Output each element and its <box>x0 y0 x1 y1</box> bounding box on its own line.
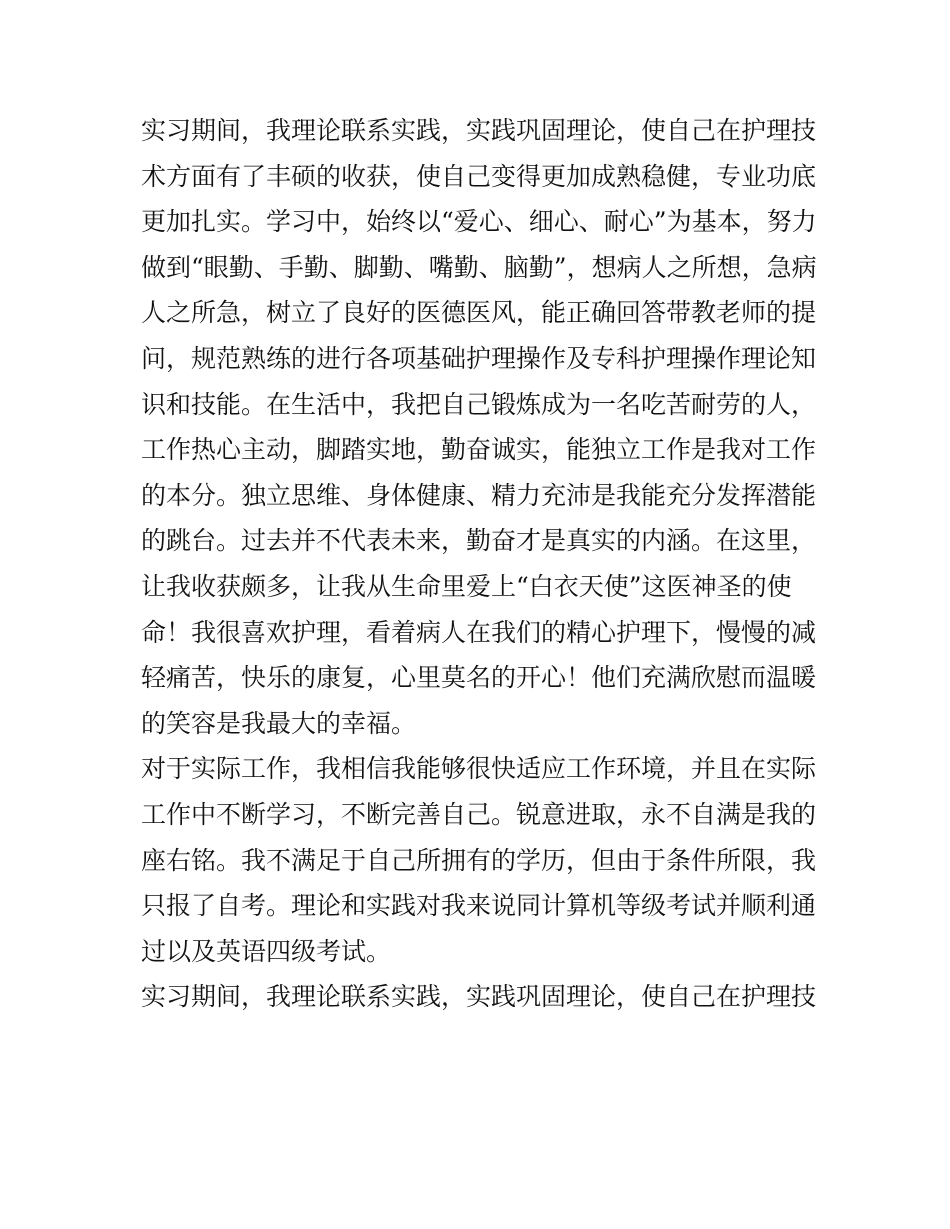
text-line: 做到“眼勤、手勤、脚勤、嘴勤、脑勤”，想病人之所想，急病 <box>141 252 817 282</box>
text-line: 的笑容是我最大的幸福。 <box>141 708 417 738</box>
document-body <box>141 108 821 1020</box>
text-line: 只报了自考。理论和实践对我来说同计算机等级考试并顺利通 <box>141 891 817 921</box>
text-line: 识和技能。在生活中，我把自己锻炼成为一名吃苦耐劳的人， <box>141 389 817 419</box>
text-line: 的本分。独立思维、身体健康、精力充沛是我能充分发挥潜能 <box>141 480 817 510</box>
text-line: 轻痛苦，快乐的康复，心里莫名的开心！他们充满欣慰而温暖 <box>141 663 817 693</box>
text-line: 人之所急，树立了良好的医德医风，能正确回答带教老师的提 <box>141 298 817 328</box>
text-line: 让我收获颇多，让我从生命里爱上“白衣天使”这医神圣的使 <box>141 571 792 601</box>
text-line: 更加扎实。学习中，始终以“爱心、细心、耐心”为基本，努力 <box>141 207 817 237</box>
text-line: 的跳台。过去并不代表未来，勤奋才是真实的内涵。在这里， <box>141 526 817 556</box>
text-line: 实习期间，我理论联系实践，实践巩固理论，使自己在护理技 <box>141 116 817 145</box>
text-line: 对于实际工作，我相信我能够很快适应工作环境，并且在实际 <box>141 754 817 784</box>
text-line: 实习期间，我理论联系实践，实践巩固理论，使自己在护理技 <box>141 982 817 1012</box>
text-line: 座右铭。我不满足于自己所拥有的学历，但由于条件所限，我 <box>141 845 817 875</box>
text-line: 过以及英语四级考试。 <box>141 936 392 966</box>
text-line: 工作中不断学习，不断完善自己。锐意进取，永不自满是我的 <box>141 799 817 829</box>
text-line: 工作热心主动，脚踏实地，勤奋诚实，能独立工作是我对工作 <box>141 435 817 465</box>
text-line: 问，规范熟练的进行各项基础护理操作及专科护理操作理论知 <box>141 343 817 373</box>
text-line: 命！我很喜欢护理，看着病人在我们的精心护理下，慢慢的减 <box>141 617 817 647</box>
text-line: 术方面有了丰硕的收获，使自己变得更加成熟稳健，专业功底 <box>141 161 817 191</box>
